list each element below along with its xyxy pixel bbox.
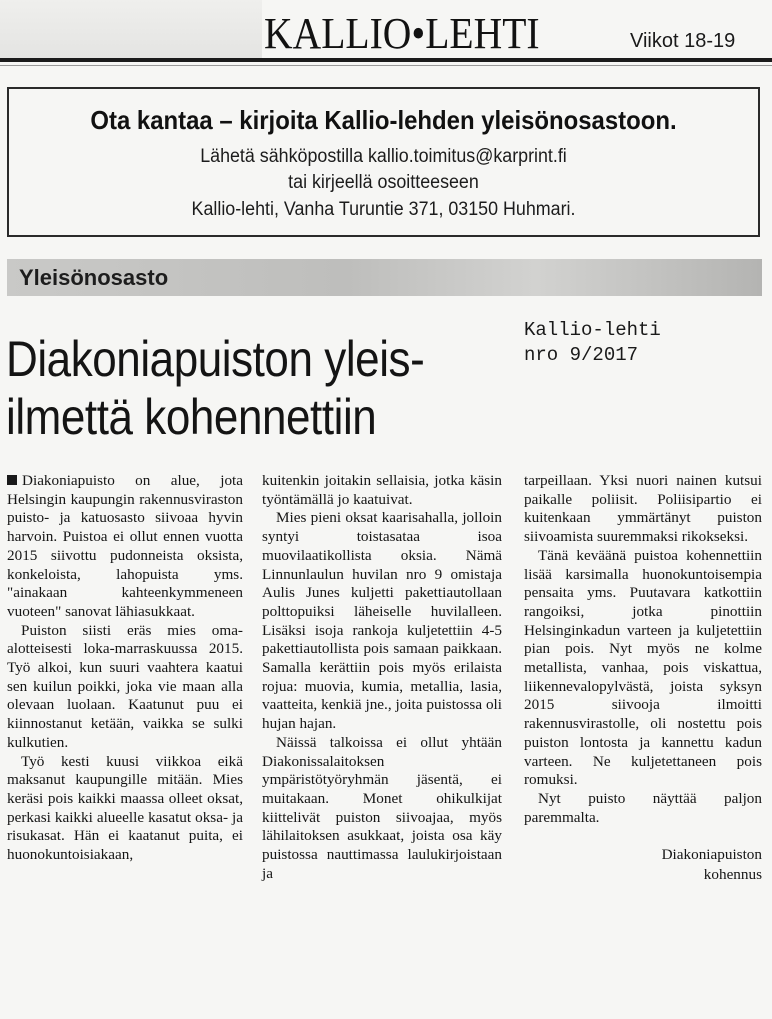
signature-line-1: Diakoniapuiston [661,846,762,864]
paragraph: Näissä talkoissa ei ollut yhtään Diakonissalaitoksen ympäristötyöryhmän jäsentä, ei muitakaan. Monet ohikulkijat kiittelivät puiston siivoajaa, myös lähilaitoksen asukkaat, joista osa käy puistossa nauttimassa laulukirjoistaan ja [262,733,502,882]
notice-mail-line: tai kirjeellä osoitteeseen [288,172,479,193]
article-signature [524,845,762,885]
issue-weeks: Viikot 18-19 [630,30,736,52]
newspaper-logo: KALLIO•LEHTI [264,9,540,58]
article-column-3 [524,472,762,885]
square-bullet-icon [7,475,17,485]
submission-notice-box [7,87,760,237]
masthead-blank-area [0,0,262,58]
paragraph: Puiston siisti eräs mies oma-alotteisesti loka-marraskuussa 2015. Työ alkoi, kun suuri vaahtera kaatui sen kuilun poikki, joka vie maan alla olevaan luolaan. Kaatunut puu ei kiinnostanut ketään, vaikka se sulki kulkutien. [7,621,243,751]
paragraph: Mies pieni oksat kaarisahalla, jolloin syntyi toistasataa isoa muovilaatikollista oksia. Nämä Linnunlaulun huvilan nro 9 omistaja Aulis Junes kuljetti pakettiautollaan polttopuiksi läheiselle huvilalleen. Lisäksi isoja rankoja kuljetettiin 4-5 pakettiautollista pois samaan paikkaan. Samalla kerättiin pois myös erilaista rojua: muovia, kumia, metallia, lasia, vaatteita, kenkiä jne., joita puistossa oli hujan hajan. [262,509,502,733]
paragraph: Nyt puisto näyttää paljon paremmalta. [524,789,762,826]
paragraph-text: Diakoniapuisto on alue, jota Helsingin kaupungin rakennusviraston puisto- ja katuosasto siivoaa hyvin harvoin. Puistoa ei ollut ennen vuotta 2015 siivottu pudonneista oksista, konkeloista, lahopuista yms. "ainakaan kahteenkymmeneen vuoteen" sanovat lähiasukkaat. [7,472,243,620]
notice-address-line: Kallio-lehti, Vanha Turuntie 371, 03150 Huhmari. [191,199,576,220]
notice-email-line: Lähetä sähköpostilla kallio.toimitus@karprint.fi [200,146,567,167]
paragraph [7,472,243,622]
paragraph: kuitenkin joitakin sellaisia, jotka käsin työntämällä jo kaatuivat. [262,472,502,508]
paragraph: tarpeillaan. Yksi nuori nainen kutsui paikalle poliisit. Poliisipartio ei kuitenkaan ymmärtänyt puiston siivoamista suuremmaksi rikokseksi. [524,472,762,546]
section-label: Yleisönosasto [19,265,169,290]
article-column-1 [7,472,243,865]
paragraph: Tänä keväänä puistoa kohennettiin lisää karsimalla huonokuntoisempia pensaita yms. Puutavara katkottiin rangoiksi, jotka pinottiin Helsinginkadun varteen ja kuljetettiin pian pois. Nyt myös ne kolme metallista, vanhaa, pois viskattua, liikennevalopylvästä, joista syksyn 2015 siivooja ilmoitti rakennusvirastolle, oli nostettu pois puiston lontosta ja kannettu kadun varteen. Ne kuljetettaneen pois romuksi. [524,546,762,789]
masthead-thin-rule [0,65,772,66]
signature-line-2: kohennus [703,866,762,884]
article-headline [6,330,446,446]
headline-line-2: ilmettä kohennettiin [6,389,377,445]
source-note [524,318,764,368]
source-line-2: nro 9/2017 [524,344,639,366]
notice-headline: Ota kantaa – kirjoita Kallio-lehden yleisönosastoon. [90,105,677,135]
source-line-1: Kallio-lehti [524,319,661,341]
masthead-rule [0,58,772,62]
section-header-bar [7,259,762,296]
headline-line-1: Diakoniapuiston yleis- [6,331,425,387]
article-column-2 [262,472,502,883]
paragraph: Työ kesti kuusi viikkoa eikä maksanut kaupungille mitään. Mies keräsi pois kaikki maassa olleet oksat, perkasi kaikki alueelle kasatut oksa- ja risukasat. Hän ei kaatanut puita, ei huonokuntoisiakaan, [7,752,243,864]
masthead [0,0,772,62]
